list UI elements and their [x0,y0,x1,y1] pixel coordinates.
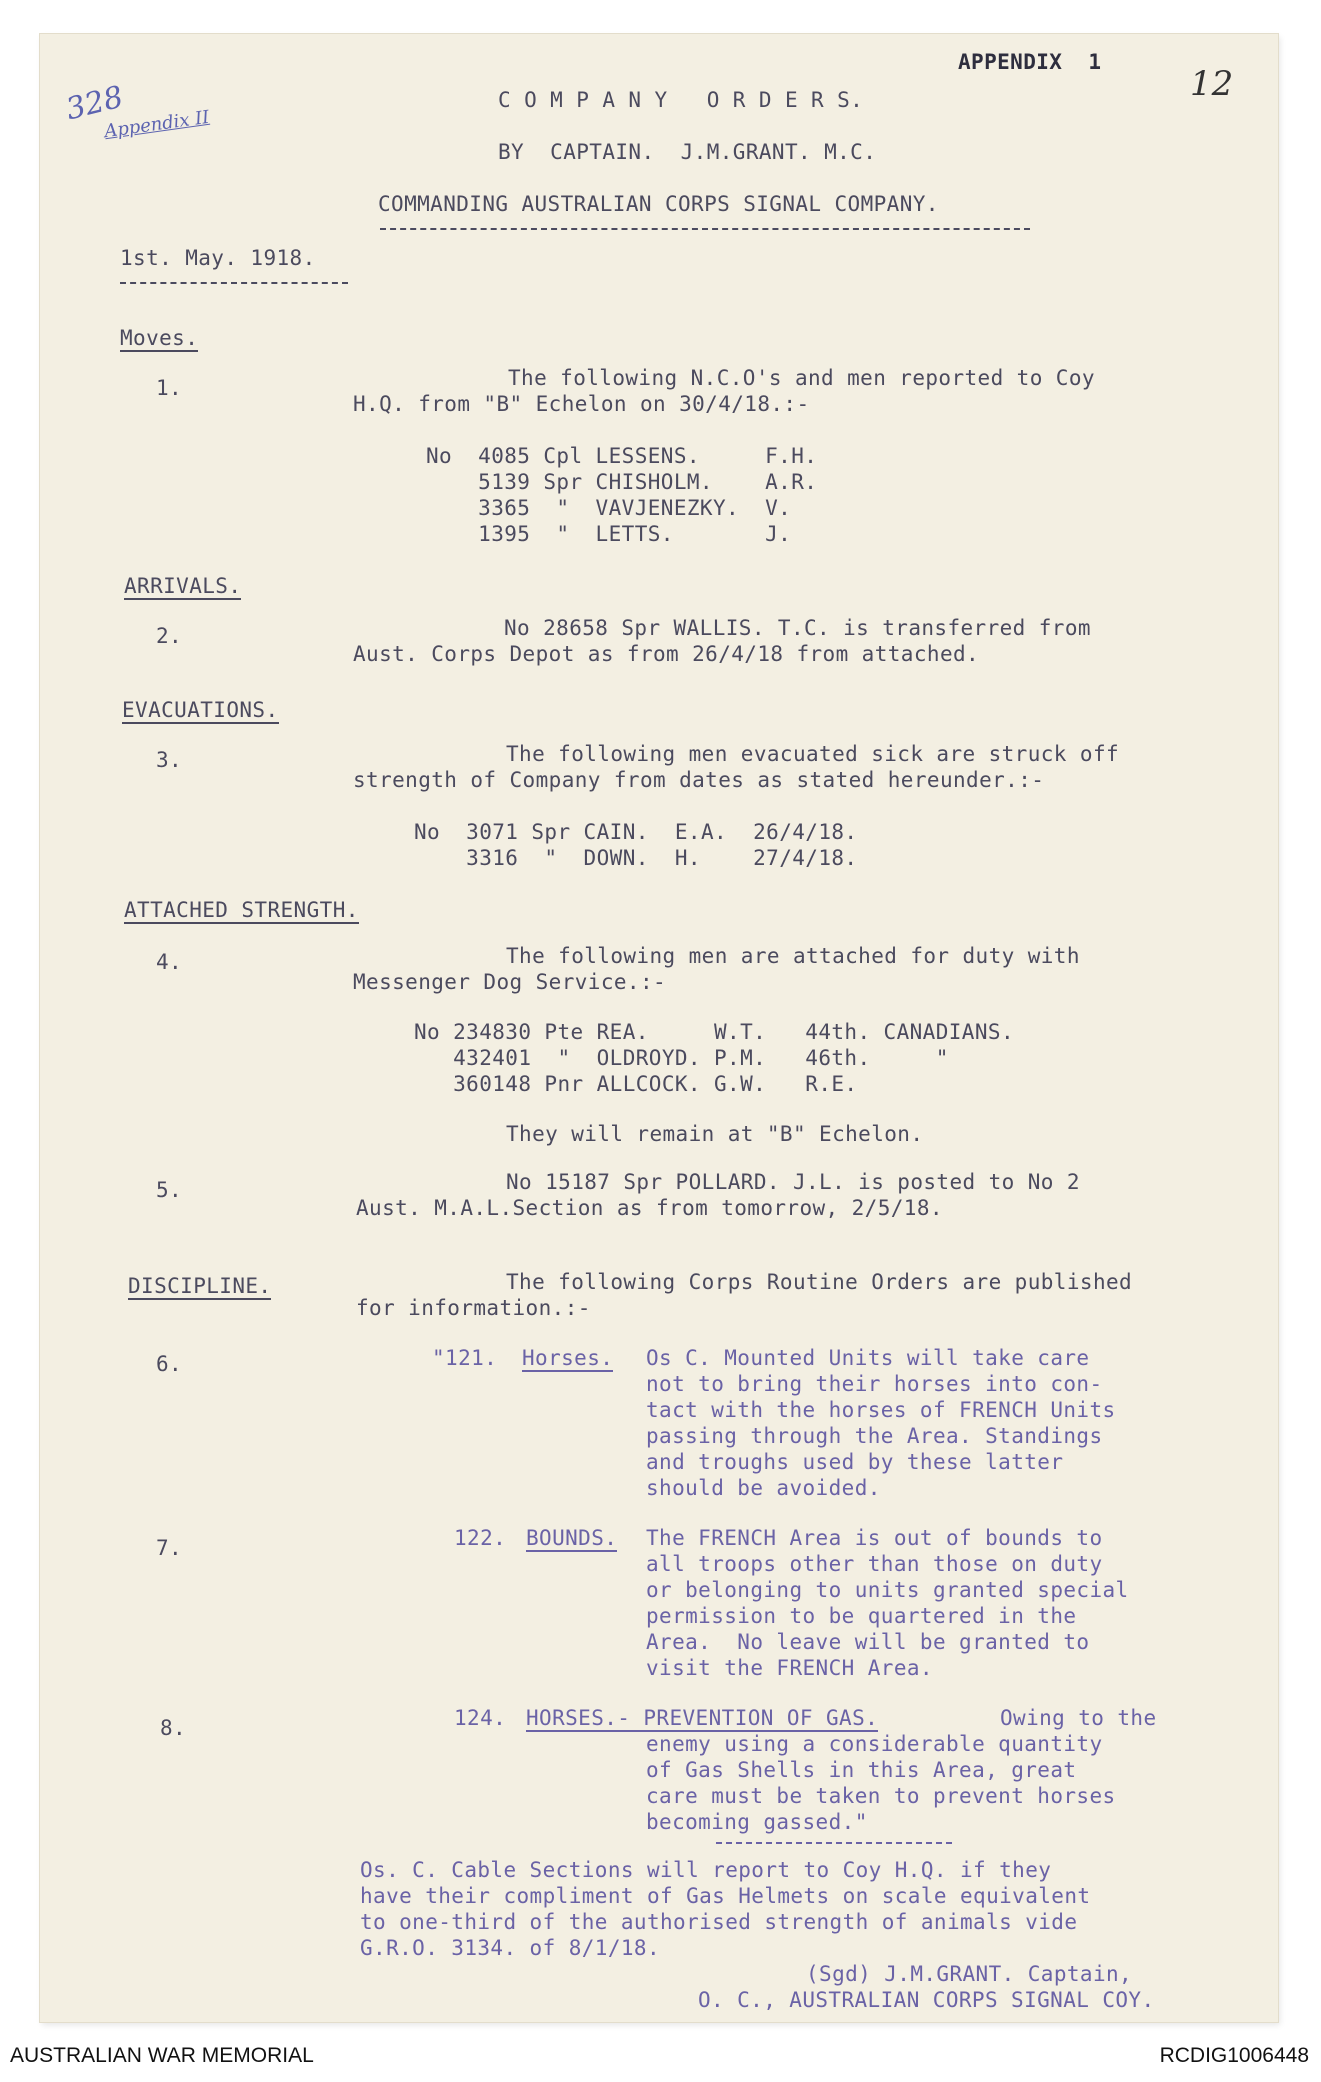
attached-text: The following men are attached for duty with [506,944,1080,968]
order-code: 124. [454,1706,507,1730]
moves-text: The following N.C.O's and men reported to Coy [508,366,1095,390]
commanding-unit: COMMANDING AUSTRALIAN CORPS SIGNAL COMPANY. [378,192,939,216]
header-divider [380,228,1030,230]
order-title: HORSES.- PREVENTION OF GAS. [526,1706,879,1730]
footer-record-id: RCDIG1006448 [1159,2044,1309,2067]
closing-text: to one-third of the authorised strength of animals vide [360,1910,1078,1934]
personnel-row: 360148 Pnr ALLCOCK. G.W. R.E. [414,1072,858,1096]
signature-line: (Sgd) J.M.GRANT. Captain, [806,1962,1133,1986]
personnel-row: No 234830 Pte REA. W.T. 44th. CANADIANS. [414,1020,1014,1044]
order-text: not to bring their horses into con- [646,1372,1103,1396]
attached-text: Messenger Dog Service.:- [353,970,667,994]
closing-text: G.R.O. 3134. of 8/1/18. [360,1936,660,1960]
posting-text: Aust. M.A.L.Section as from tomorrow, 2/5/18. [356,1196,943,1220]
signature-title: O. C., AUSTRALIAN CORPS SIGNAL COY. [698,1988,1155,2012]
personnel-row: No 4085 Cpl LESSENS. F.H. [426,444,818,468]
date-divider [120,282,348,284]
order-title: BOUNDS. [526,1526,618,1550]
appendix-label: APPENDIX 1 [958,50,1102,74]
closing-text: Os. C. Cable Sections will report to Coy H.Q. if they [360,1858,1052,1882]
order-text: and troughs used by these latter [646,1450,1064,1474]
personnel-row: 5139 Spr CHISHOLM. A.R. [426,470,818,494]
item-number: 3. [156,748,183,772]
order-text: of Gas Shells in this Area, great [646,1758,1077,1782]
personnel-row: 1395 " LETTS. J. [426,522,792,546]
order-text: permission to be quartered in the [646,1604,1077,1628]
orders-divider [716,1842,952,1844]
personnel-row: 3316 " DOWN. H. 27/4/18. [414,846,858,870]
handwritten-number: 328 [62,79,127,128]
evacuations-text: The following men evacuated sick are struck off [506,742,1120,766]
item-number: 6. [156,1352,183,1376]
document-title: C O M P A N Y O R D E R S. [498,88,864,112]
order-text: becoming gassed." [646,1810,868,1834]
handwritten-folio-number: 12 [1190,64,1234,104]
closing-text: have their compliment of Gas Helmets on scale equivalent [360,1884,1091,1908]
issued-by: BY CAPTAIN. J.M.GRANT. M.C. [498,140,877,164]
arrivals-text: No 28658 Spr WALLIS. T.C. is transferred from [504,616,1091,640]
item-number: 5. [156,1178,183,1202]
personnel-row: 3365 " VAVJENEZKY. V. [426,496,792,520]
order-text: care must be taken to prevent horses [646,1784,1116,1808]
order-text: should be avoided. [646,1476,881,1500]
order-text: Area. No leave will be granted to [646,1630,1090,1654]
section-heading-discipline: DISCIPLINE. [128,1274,272,1298]
personnel-row: No 3071 Spr CAIN. E.A. 26/4/18. [414,820,858,844]
item-number: 1. [156,376,183,400]
item-number: 4. [156,950,183,974]
order-text: or belonging to units granted special [646,1578,1129,1602]
order-title: Horses. [522,1346,614,1370]
order-date: 1st. May. 1918. [120,246,316,270]
handwritten-appendix-note: Appendix II [103,106,211,143]
attached-remark: They will remain at "B" Echelon. [506,1122,924,1146]
moves-text: H.Q. from "B" Echelon on 30/4/18.:- [353,392,810,416]
order-code: 122. [454,1526,507,1550]
order-text: all troops other than those on duty [646,1552,1103,1576]
order-text: visit the FRENCH Area. [646,1656,933,1680]
order-text: tact with the horses of FRENCH Units [646,1398,1116,1422]
item-number: 7. [156,1536,183,1560]
order-text: enemy using a considerable quantity [646,1732,1103,1756]
section-heading-attached-strength: ATTACHED STRENGTH. [124,898,359,922]
discipline-intro: for information.:- [356,1296,591,1320]
section-heading-evacuations: EVACUATIONS. [122,698,279,722]
personnel-row: 432401 " OLDROYD. P.M. 46th. " [414,1046,949,1070]
posting-text: No 15187 Spr POLLARD. J.L. is posted to No 2 [506,1170,1080,1194]
order-text: passing through the Area. Standings [646,1424,1103,1448]
order-text: The FRENCH Area is out of bounds to [646,1526,1103,1550]
order-text: Owing to the [1000,1706,1157,1730]
order-code: "121. [432,1346,498,1370]
section-heading-arrivals: ARRIVALS. [124,574,242,598]
section-heading-moves: Moves. [120,326,199,350]
item-number: 8. [160,1716,187,1740]
order-text: Os C. Mounted Units will take care [646,1346,1090,1370]
evacuations-text: strength of Company from dates as stated hereunder.:- [353,768,1045,792]
arrivals-text: Aust. Corps Depot as from 26/4/18 from attached. [353,642,980,666]
discipline-intro: The following Corps Routine Orders are published [506,1270,1133,1294]
footer-institution: AUSTRALIAN WAR MEMORIAL [10,2044,314,2067]
item-number: 2. [156,624,183,648]
